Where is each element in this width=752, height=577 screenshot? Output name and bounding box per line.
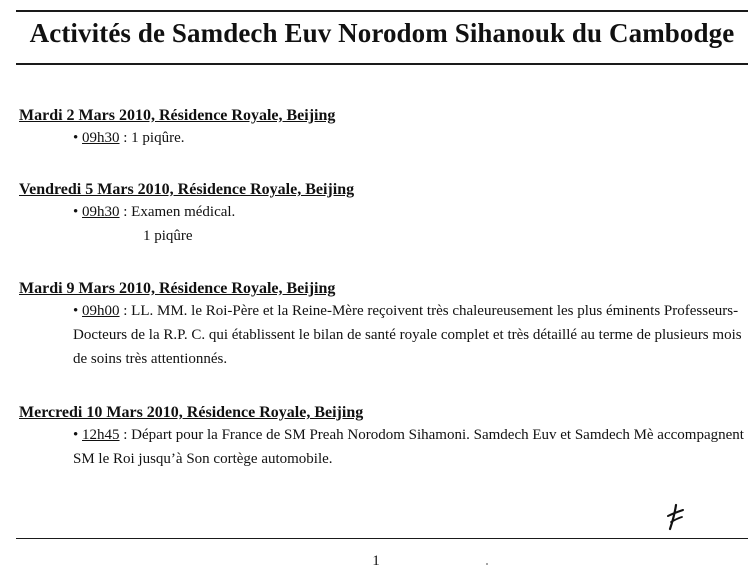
entry-date-heading: Vendredi 5 Mars 2010, Résidence Royale, Beijing [19, 181, 355, 198]
bullet-point: • [73, 303, 79, 319]
bullet-point: • [73, 427, 79, 443]
bullet-point: • [73, 130, 79, 146]
handwritten-signature [662, 502, 690, 537]
entry-time: 12h45 [82, 427, 120, 443]
scan-speck [486, 563, 488, 565]
footer-rule [16, 538, 748, 539]
entry-body [73, 423, 749, 471]
document-title: Activités de Samdech Euv Norodom Sihanouk du Cambodge [29, 18, 735, 48]
entry-time: 09h00 [82, 303, 120, 319]
entry-text: : Examen médical. [119, 204, 236, 220]
entry-time: 09h30 [82, 130, 120, 146]
page-number: 1 [372, 553, 380, 569]
activity-entry [19, 403, 744, 471]
activity-entry [19, 180, 739, 248]
entry-body [73, 200, 739, 248]
entry-date-heading: Mercredi 10 Mars 2010, Résidence Royale, Beijing [19, 404, 364, 421]
entry-text: : LL. MM. le Roi-Père et la Reine-Mère reçoivent très chaleureusement les plus éminents Professeurs-Docteurs de la R.P. C. qui établissent le bilan de santé royale complet et très détaillé au terme de plusieurs mois de soins très attentionnés. [73, 303, 742, 367]
entry-time: 09h30 [82, 204, 120, 220]
entry-extra-line: 1 piqûre [143, 228, 193, 244]
entry-date-heading: Mardi 9 Mars 2010, Résidence Royale, Beijing [19, 280, 336, 297]
entry-date-heading: Mardi 2 Mars 2010, Résidence Royale, Beijing [19, 107, 336, 124]
activity-entry [19, 279, 742, 371]
entry-text: : Départ pour la France de SM Preah Norodom Sihamoni. Samdech Euv et Samdech Mè accompagnent SM le Roi jusqu’à Son cortège automobile. [73, 427, 744, 467]
top-rule [16, 10, 748, 12]
bullet-point: • [73, 204, 79, 220]
activity-entry [19, 106, 739, 150]
entry-body [73, 299, 749, 371]
entry-body [73, 126, 739, 150]
entry-text: : 1 piqûre. [119, 130, 185, 146]
title-underline-rule [16, 63, 748, 65]
